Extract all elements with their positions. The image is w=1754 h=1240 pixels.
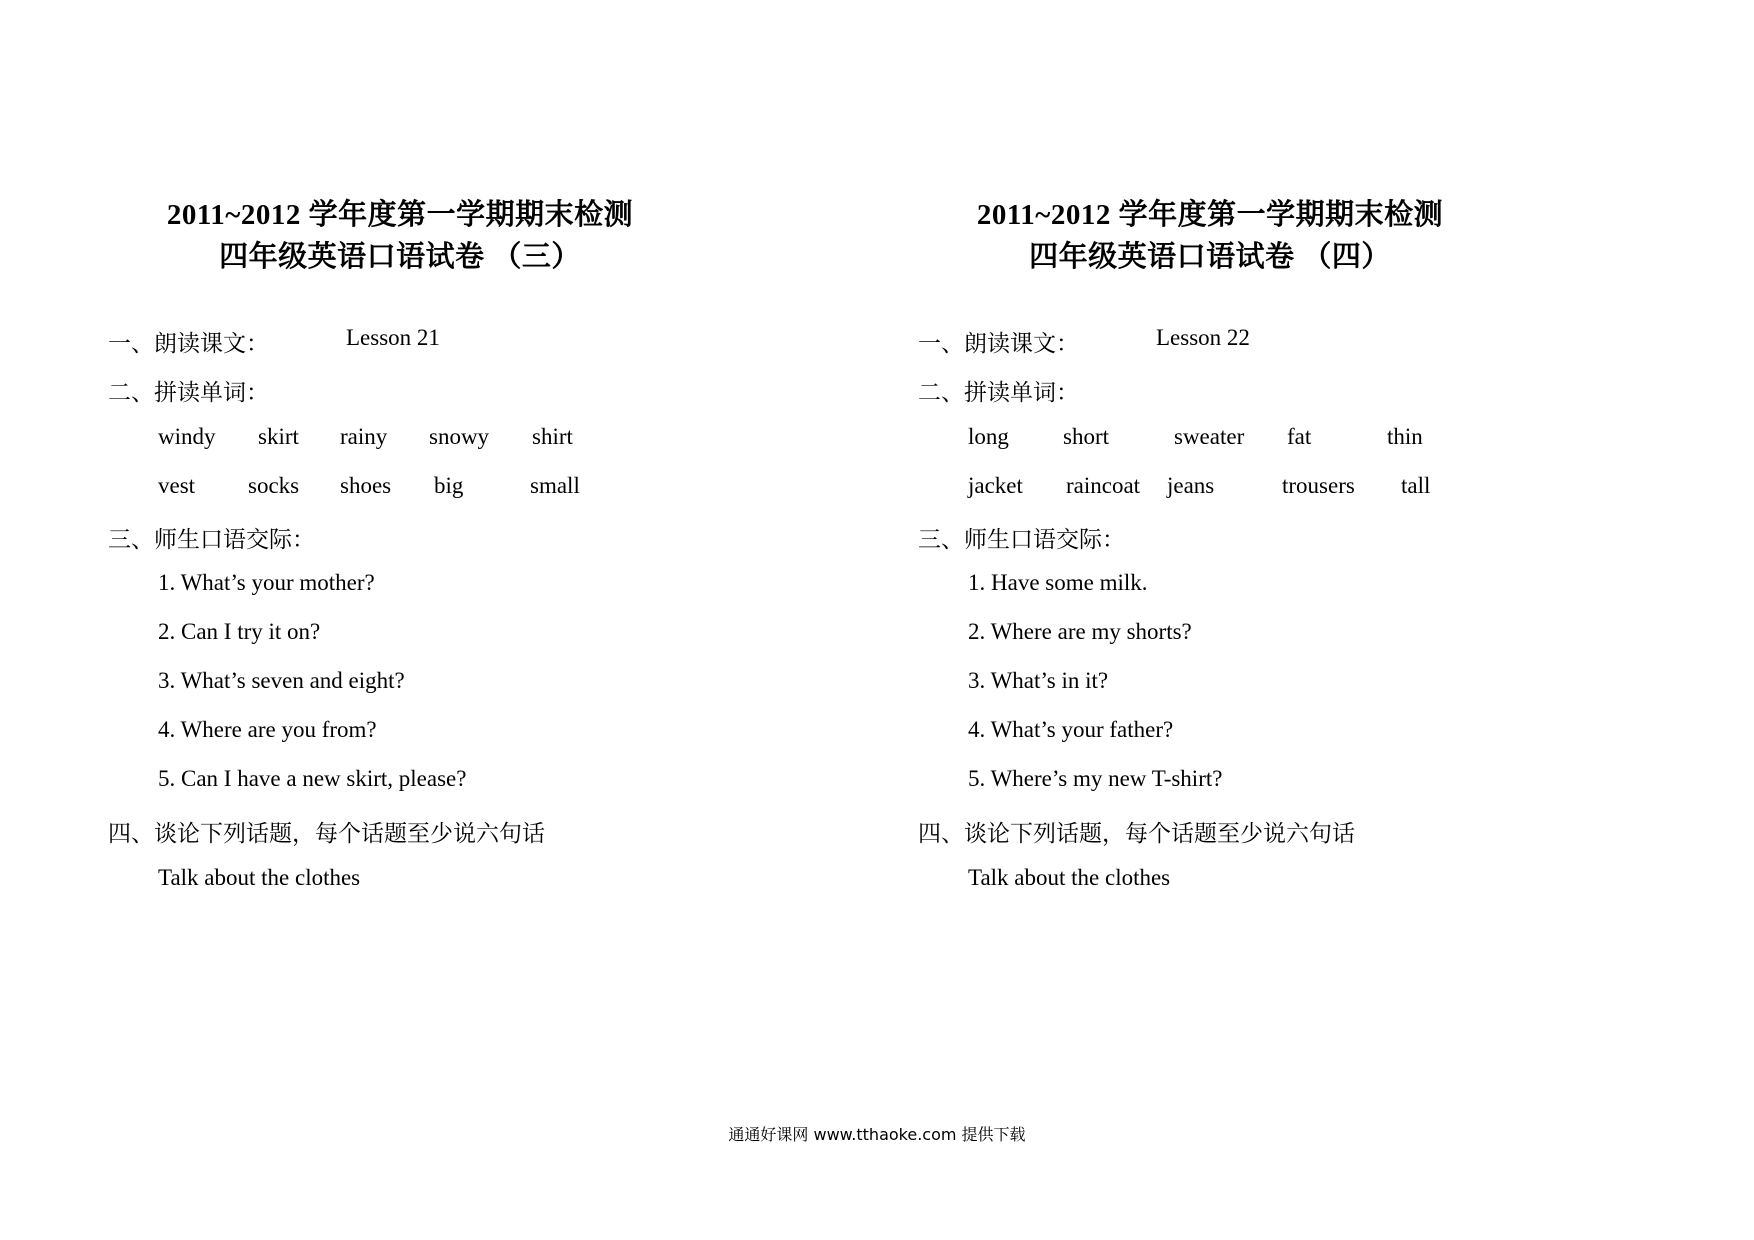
spelling-word: socks — [248, 473, 300, 498]
spelling-word: tall — [1401, 473, 1431, 498]
spelling-word: small — [530, 473, 580, 498]
spelling-word: fat — [1287, 424, 1312, 449]
section-1-heading: 一、朗读课文： — [918, 331, 1079, 356]
question-item: 2. Can I try it on? — [158, 619, 321, 644]
question-item: 4. What’s your father? — [968, 717, 1174, 742]
section-1-heading: 一、朗读课文： — [108, 331, 269, 356]
section-4-heading: 四、谈论下列话题，每个话题至少说六句话 — [918, 821, 1355, 846]
question-item: 1. What’s your mother? — [158, 570, 375, 595]
question-item: 3. What’s in it? — [968, 668, 1109, 693]
lesson-label: Lesson 21 — [346, 325, 440, 350]
spelling-word: thin — [1387, 424, 1423, 449]
question-item: 4. Where are you from? — [158, 717, 377, 742]
section-2-heading: 二、拼读单词： — [108, 380, 269, 405]
spelling-word: short — [1063, 424, 1109, 449]
paper-subtitle: 四年级英语口语试卷 （四） — [1029, 241, 1391, 273]
section-3-heading: 三、师生口语交际： — [918, 527, 1125, 552]
section-3-heading: 三、师生口语交际： — [108, 527, 315, 552]
paper-title: 2011~2012 学年度第一学期期末检测 — [976, 199, 1444, 231]
discussion-topic: Talk about the clothes — [968, 865, 1171, 890]
spelling-word: vest — [158, 473, 196, 498]
spelling-word: big — [434, 473, 464, 498]
discussion-topic: Talk about the clothes — [158, 865, 361, 890]
exam-paper-4 — [810, 0, 1710, 1240]
spelling-word: jeans — [1167, 473, 1215, 498]
spelling-word: shirt — [532, 424, 573, 449]
download-source-footer: 通通好课网 www.tthaoke.com 提供下载 — [728, 1125, 1026, 1144]
question-item: 1. Have some milk. — [968, 570, 1148, 595]
spelling-word: rainy — [340, 424, 388, 449]
question-item: 5. Where’s my new T-shirt? — [968, 766, 1223, 791]
spelling-word: snowy — [429, 424, 490, 449]
spelling-word: jacket — [968, 473, 1023, 498]
spelling-word: skirt — [258, 424, 299, 449]
paper-subtitle: 四年级英语口语试卷 （三） — [219, 241, 581, 273]
spelling-word: sweater — [1174, 424, 1245, 449]
spelling-word: long — [968, 424, 1009, 449]
question-item: 5. Can I have a new skirt, please? — [158, 766, 467, 791]
spelling-word: raincoat — [1066, 473, 1141, 498]
question-item: 2. Where are my shorts? — [968, 619, 1192, 644]
spelling-word: windy — [158, 424, 216, 449]
lesson-label: Lesson 22 — [1156, 325, 1250, 350]
spelling-word: shoes — [340, 473, 392, 498]
section-4-heading: 四、谈论下列话题，每个话题至少说六句话 — [108, 821, 545, 846]
section-2-heading: 二、拼读单词： — [918, 380, 1079, 405]
question-item: 3. What’s seven and eight? — [158, 668, 405, 693]
paper-title: 2011~2012 学年度第一学期期末检测 — [166, 199, 634, 231]
spelling-word: trousers — [1282, 473, 1355, 498]
